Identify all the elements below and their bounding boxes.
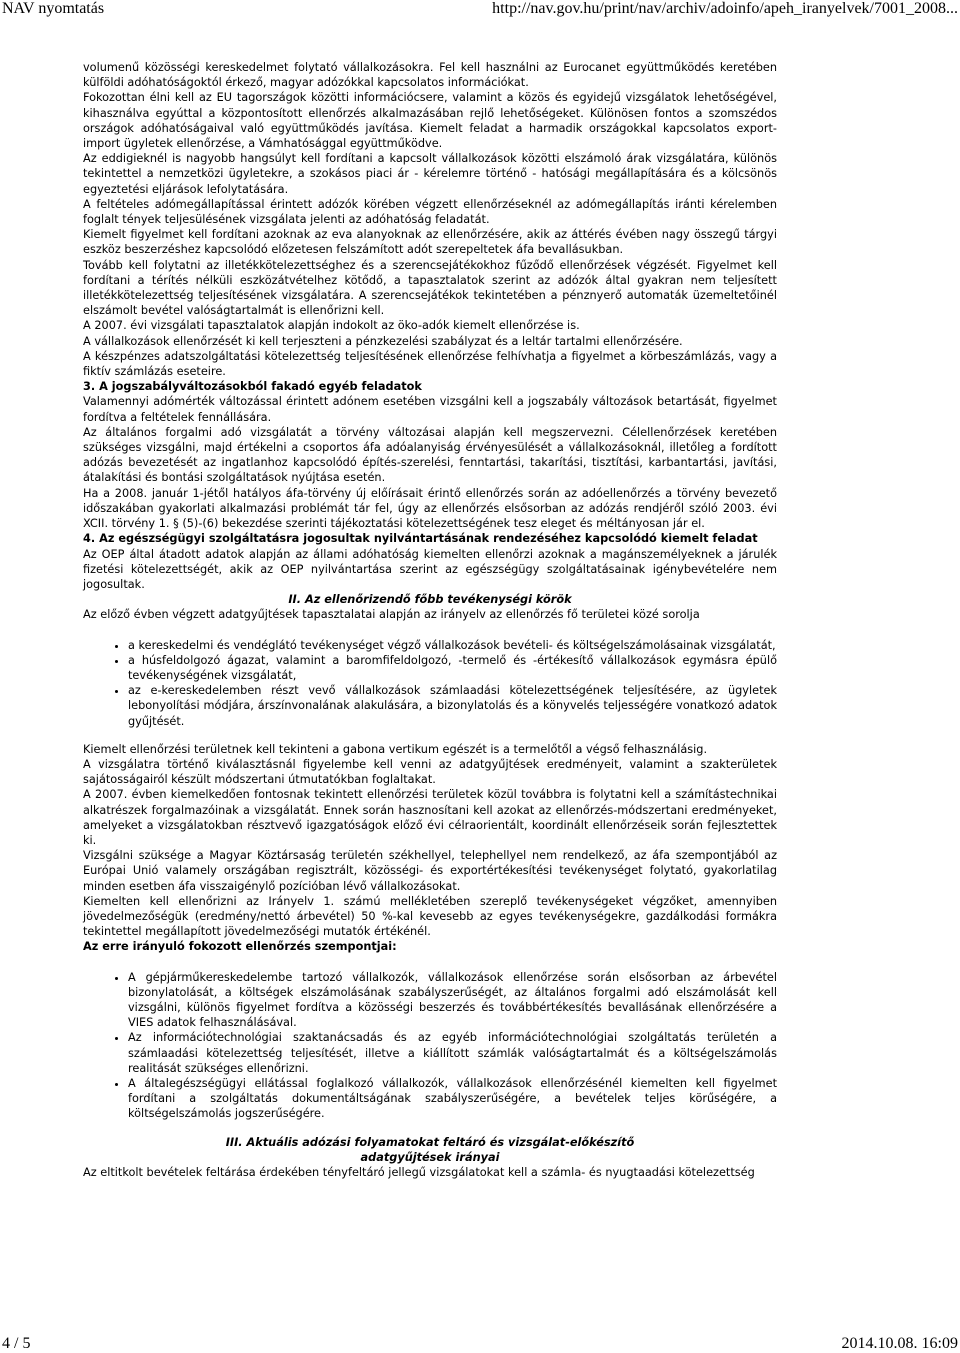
part-2-heading: II. Az ellenőrizendő főbb tevékenységi körök [288, 593, 572, 607]
paragraph: Az előző évben végzett adatgyűjtések tapasztalatai alapján az irányelv az ellenőrzés fő területei közé sorolja [83, 608, 700, 622]
section-4-heading: 4. Az egészségügyi szolgáltatásra jogosultak nyilvántartásának rendezéséhez kapcsolódó kiemelt feladat [83, 532, 758, 546]
paragraph: A készpénzes adatszolgáltatási kötelezettség teljesítésének ellenőrzése felhívhatja a figyelmet a körbeszámlázás, vagy a fiktív számlázás eseteire. [83, 349, 777, 379]
document-body [83, 60, 777, 1180]
paragraph: Tovább kell folytatni az illetékkötelezettséghez és a szerencsejátékokhoz fűződő ellenőrzések végzését. Figyelmet kell fordítani a térítés nélküli eszközátvételhez kötődő, a tapasztalatok szerint az adózók által gyakran nem teljesített illetékkötelezettség teljesítésének vizsgálatára. A szerencsejátékok tekintetében a pénznyerő automaták üzemeltetőinél elszámolt bevétel valóságtartalmát is ellenőrizni kell. [83, 258, 777, 318]
print-datetime: 2014.10.08. 16:09 [841, 1335, 958, 1352]
paragraph: Kiemelten kell ellenőrizni az Irányelv 1. számú mellékletében szereplő tevékenységeket végzőket, amennyiben jövedelmezőségük (eredmény/nettó árbevétel) 50 %-kal kevesebb az egyes tevékenységekre, gazdálkodási formákra tekintettel megállapított jövedelmezőségi mutatók értékénél. [83, 894, 777, 939]
paragraph: A 2007. évi vizsgálati tapasztalatok alapján indokolt az öko-adók kiemelt ellenőrzése is. [83, 319, 580, 333]
part-3-heading-line-2: adatgyűjtések irányai [360, 1150, 500, 1164]
paragraph: Az eltitkolt bevételek feltárása érdekében tényfeltáró jellegű vizsgálatokat kell a számla- és nyugtaadási kötelezettség [83, 1166, 755, 1180]
paragraph: Az általános forgalmi adó vizsgálatát a törvény változásai alapján kell megszervezni. Célellenőrzések keretében szükséges vizsgálni, majd értékelni a csoportos áfa adóalanyiság érvényesülését a vállalkozásoknál, illetőleg a fordított adózás bevezetését az ingatlanhoz kapcsolódó építés-szerelési, fenntartási, takarítási, tisztítási, karbantartási, javítási, átalakítási és bontási szolgáltatások nyújtása esetén. [83, 425, 777, 485]
paragraph: Valamennyi adómérték változással érintett adónem esetében vizsgálni kell a jogszabály változások betartását, figyelmet fordítva a feltételek fennállására. [83, 395, 777, 424]
list-item: • a húsfeldolgozó ágazat, valamint a baromfifeldolgozó, -termelő és -értékesítő vállalkozások egymásra épülő tevékenységének vizsgálatát, [128, 653, 777, 683]
paragraph: Kiemelt ellenőrzési területnek kell tekinteni a gabona vertikum egészét is a termelőtől a végső felhasználásig. [83, 742, 708, 756]
paragraph: A 2007. évben kiemelkedően fontosnak tekintett ellenőrzési területek közül továbbra is folytatni kell a számítástechnikai alkatrészek forgalmazóinak a vizsgálatát. Ennek során hasznosítani kell azokat az ellenőrzés-módszertani eredményeket, amelyeket a vizsgálatokban résztvevő igazgatóságok előző évi célraorientált, koordinált ellenőrzéseik során fejlesztettek ki. [83, 788, 777, 847]
activity-list [83, 638, 777, 729]
paragraph: Vizsgálni szüksége a Magyar Köztársaság területén székhellyel, telephellyel nem rendelkező, az áfa szempontjából az Európai Unió valamely országában regisztrált, közösségi- és exportértékesítési tevékenységet folytató, gyakorlatilag minden esetben áfa visszaigénylő pozícióban lévő vállalkozásokat. [83, 849, 777, 893]
part-3-heading [83, 1135, 777, 1165]
page-number: 4 / 5 [2, 1335, 31, 1352]
list-item: • Az információtechnológiai szaktanácsadás és az egyéb információtechnológiai szolgáltatás területén a számlaadási kötelezettség teljesítését, illetve a kiállított számlák valóságtartalmát és a költségelszámolás realitását szükséges ellenőrizni. [128, 1030, 777, 1076]
paragraph: Kiemelt figyelmet kell fordítani azoknak az eva alanyoknak az ellenőrzésére, akik az áttérés évében nagy összegű tárgyi eszköz beszerzéshez kapcsolódó előzetesen felszámított adót szerepeltetek áfa bevallásukban. [83, 228, 777, 257]
list-item: • A gépjárműkereskedelembe tartozó vállalkozók, vállalkozások ellenőrzése során elsősorban az árbevétel bizonylatolását, a költségek elszámolásának szabályszerűségét, az általános forgalmi adó elszámolását kell vizsgálni, különös figyelmet fordítva a közösségi beszerzés és továbbértékesítés bevallásának ellenőrzésére a VIES adatok felhasználásával. [128, 970, 777, 1031]
list-item: • az e-kereskedelemben részt vevő vállalkozások számlaadási kötelezettségének teljesítésére, az ügyletek lebonyolítási módjára, árszínvonalának alakulására, a bizonylatolás és a könyvelés teljességére vonatkozó adatok gyűjtését. [128, 683, 777, 729]
part-3-heading-line-1: III. Aktuális adózási folyamatokat feltáró és vizsgálat-előkészítő [225, 1135, 635, 1149]
paragraph: A feltételes adómegállapítással érintett adózók körében végzett ellenőrzéseknél az adómegállapítás iránti kérelemben foglalt tények teljesülésének vizsgálata jelenti az adóhatóság feladatát. [83, 197, 777, 227]
list-item: • A általegészségügyi ellátással foglalkozó vállalkozók, vállalkozások ellenőrzésénél kiemelten kell figyelmet fordítani a szolgáltatás dokumentáltságának szabályszerűségére, a bevételek teljes körűségére, a költségelszámolás jogszerűségére. [128, 1076, 777, 1122]
paragraph: volumenű közösségi kereskedelmet folytató vállalkozásokra. Fel kell használni az Eurocanet együttműködés keretében külföldi adóhatóságoktól érkező, magyar adózókkal kapcsolatos információkat. [83, 61, 777, 90]
focus-heading: Az erre irányuló fokozott ellenőrzés szempontjai: [83, 940, 397, 954]
paragraph: A vállalkozások ellenőrzését ki kell terjeszteni a pénzkezelési szabályzat és a leltár tartalmi ellenőrzésére. [83, 334, 683, 348]
paragraph: Fokozottan élni kell az EU tagországok közötti információcsere, valamint a közös és egyidejű vizsgálatok lehetőségével, kihasználva egyúttal a központosított ellenőrzés alkalmazásában rejlő lehetőségeket. Különösen fontos a szomszédos országok adóhatóságaival való együttműködés javítása. Kiemelt feladat a harmadik országokkal kapcsolatos export-import ügyletek ellenőrzése, a Vámhatósággal együttműködve. [83, 91, 777, 151]
paragraph: Ha a 2008. január 1-jétől hatályos áfa-törvény új előírásait érintő ellenőrzés során az adóellenőrzés a törvény bevezető időszakában gyakorlati alkalmazási problémát tár fel, úgy az ellenőrzés elsősorban az adózás rendjéről szóló 2003. évi XCII. törvény 1. § (5)-(6) bekezdése szerinti tájékoztatási kötelezettségének tesz eleget és méltányosan jár el. [83, 486, 777, 531]
print-header-title: NAV nyomtatás [2, 0, 105, 17]
section-3-heading: 3. A jogszabályváltozásokból fakadó egyéb feladatok [83, 380, 422, 394]
print-header-url: http://nav.gov.hu/print/nav/archiv/adoinfo/apeh_iranyelvek/7001_2008... [492, 0, 958, 17]
focus-list [83, 970, 777, 1122]
paragraph: Az eddigieknél is nagyobb hangsúlyt kell fordítani a kapcsolt vállalkozások közötti elszámoló árak vizsgálatára, különös tekintettel a nemzetközi ügyletekre, a szokásos piaci ár - kérelemre történő - hatósági megállapítására és a kölcsönös egyeztetési eljárások lefolytatására. [83, 152, 777, 196]
paragraph: A vizsgálatra történő kiválasztásnál figyelembe kell venni az adatgyűjtések eredményeit, valamint a szakterületek sajátosságairól készült módszertani útmutatókban foglaltakat. [83, 757, 777, 787]
list-item: • a kereskedelmi és vendéglátó tevékenységet végző vállalkozások bevételi- és költségelszámolásainak vizsgálatát, [128, 638, 777, 653]
paragraph: Az OEP által átadott adatok alapján az állami adóhatóság kiemelten ellenőrzi azoknak a magánszemélyeknek a járulék fizetési kötelezettségét, akik az OEP nyilvántartása szerint az egészségügy szolgáltatásainak igénybevételére nem jogosultak. [83, 547, 777, 591]
